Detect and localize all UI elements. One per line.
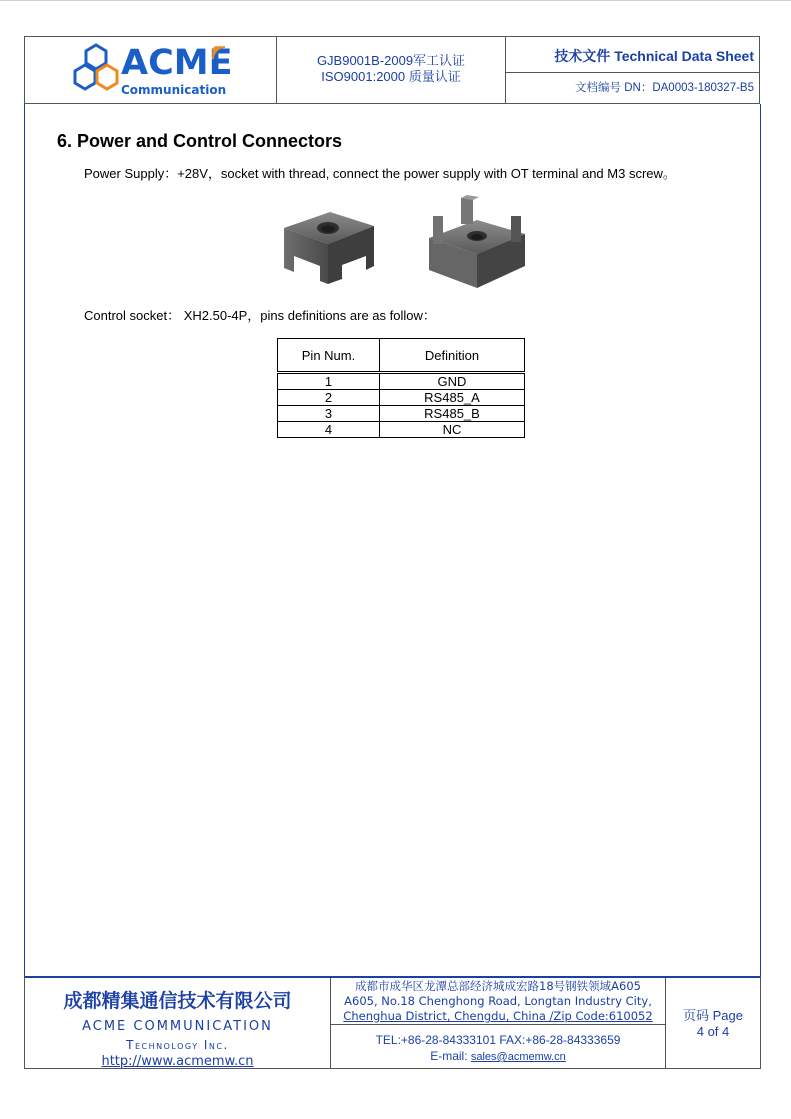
company-name-en: ACME COMMUNICATION [82, 1019, 273, 1034]
address-en-line1: A605, No.18 Chenghong Road, Longtan Industry City, [344, 994, 652, 1008]
doc-type: 技术文件 Technical Data Sheet [506, 37, 760, 73]
cert-iso: ISO9001:2000 质量认证 [321, 69, 461, 84]
table-row [278, 422, 525, 438]
pin-definition: RS485_B [380, 406, 525, 422]
top-rule [0, 0, 791, 1]
company-name-cn: 成都精集通信技术有限公司 [63, 991, 292, 1012]
pin-definition: NC [380, 422, 525, 438]
address-block [331, 978, 665, 1025]
header-doc-info [506, 37, 760, 103]
address-cn: 成都市成华区龙潭总部经济城成宏路18号钢铁领域A605 [355, 979, 641, 993]
footer-contact [331, 978, 666, 1068]
cert-gjb: GJB9001B-2009军工认证 [316, 53, 466, 68]
pin-number: 2 [278, 390, 380, 406]
document-header [24, 36, 760, 104]
content-frame [24, 104, 761, 976]
pin-definition: RS485_A [380, 390, 525, 406]
logo-wordmark: ACME [121, 43, 233, 83]
document-footer [24, 976, 761, 1069]
company-name-en-sub: Technology Inc. [126, 1038, 229, 1052]
section-title: 6. Power and Control Connectors [57, 131, 343, 151]
table-row [278, 406, 525, 422]
doc-number: 文档编号 DN：DA0003-180327-B5 [575, 82, 754, 94]
header-definition: Definition [380, 339, 525, 373]
email-label: E-mail: [430, 1049, 471, 1063]
address-en-line2: Chenghua District, Chengdu, China /Zip Code:610052 [343, 1009, 653, 1023]
pin-number: 1 [278, 373, 380, 390]
pin-number: 4 [278, 422, 380, 438]
website-link[interactable]: http://www.acmemw.cn [101, 1054, 254, 1069]
power-supply-text: Power Supply：+28V，socket with thread, connect the power supply with OT terminal and M3 screw。 [84, 166, 676, 181]
acme-hexagon-logo-icon [73, 42, 119, 100]
logo-subtitle: Communication [121, 83, 227, 97]
page-label: 页码 Page [683, 1008, 743, 1023]
phone-block [331, 1025, 665, 1065]
header-logo-cell [25, 37, 277, 103]
tel-fax: TEL:+86-28-84333101 FAX:+86-28-84333659 [375, 1033, 621, 1047]
power-socket-rear-image [425, 194, 529, 290]
table-header-row [278, 339, 525, 373]
table-row [278, 373, 525, 390]
header-certifications [277, 37, 506, 103]
email-line [331, 1048, 665, 1065]
signal-waves-icon [211, 45, 229, 61]
power-socket-front-image [280, 210, 376, 290]
pin-definition: GND [380, 373, 525, 390]
pin-number: 3 [278, 406, 380, 422]
footer-company [25, 978, 331, 1068]
control-socket-text: Control socket： XH2.50-4P，pins definitions are as follow： [84, 308, 436, 323]
pin-definition-table [277, 338, 525, 438]
footer-page [666, 978, 760, 1068]
table-row [278, 390, 525, 406]
page-number: 4 of 4 [696, 1024, 730, 1039]
email-link[interactable]: sales@acmemw.cn [470, 1051, 566, 1063]
header-pin-num: Pin Num. [278, 339, 380, 373]
